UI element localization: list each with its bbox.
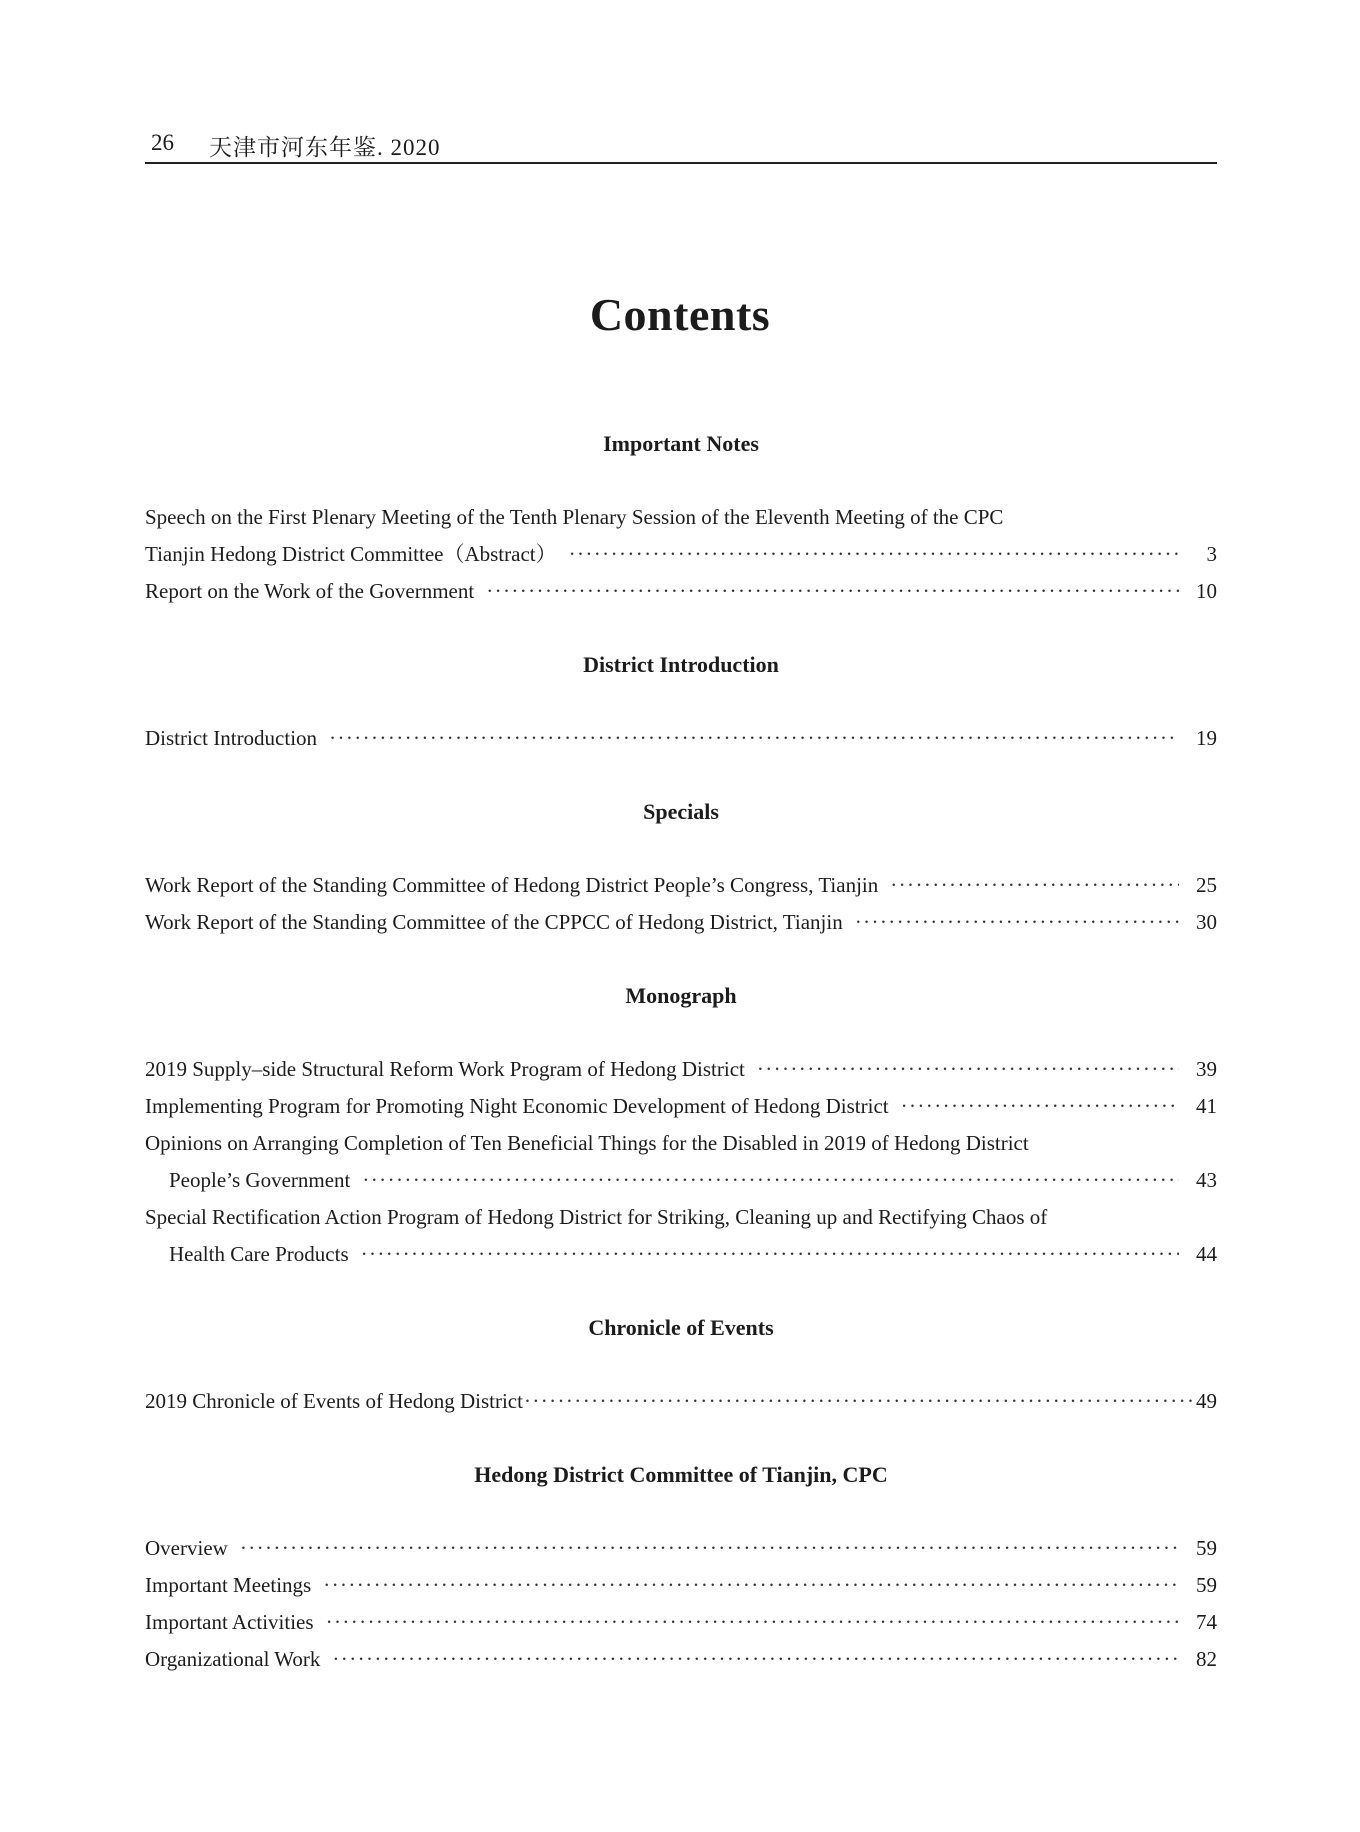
toc-page-number: 43 <box>1196 1168 1217 1192</box>
dot-leader <box>240 1530 1179 1567</box>
dot-leader <box>332 1641 1179 1678</box>
toc-entry[interactable] <box>145 499 1217 573</box>
toc-page-number: 41 <box>1196 1094 1217 1118</box>
dot-leader <box>569 536 1179 573</box>
toc-entry[interactable] <box>145 573 1217 610</box>
toc-entry-title: Organizational Work <box>145 1647 321 1671</box>
toc-entry-title-line: Opinions on Arranging Completion of Ten Beneficial Things for the Disabled in 2019 of Hedong District <box>145 1131 1029 1155</box>
dot-leader <box>757 1051 1179 1088</box>
toc-entry-title: Important Meetings <box>145 1573 312 1597</box>
section-heading: District Introduction <box>583 652 779 677</box>
toc-page-number: 49 <box>1196 1389 1217 1413</box>
toc-entry-title: Health Care Products <box>169 1242 349 1266</box>
dot-leader <box>524 1383 1196 1420</box>
toc-entry-title: 2019 Chronicle of Events of Hedong District <box>145 1389 523 1413</box>
toc-section-specials <box>145 793 1217 941</box>
toc-page-number: 25 <box>1196 873 1217 897</box>
page-header <box>145 124 1217 164</box>
toc-entry-title-line: Special Rectification Action Program of Hedong District for Striking, Cleaning up and Rectifying Chaos of <box>145 1205 1048 1229</box>
toc-section-chronicle-of-events <box>145 1309 1217 1420</box>
section-heading: Monograph <box>625 983 737 1008</box>
toc-entry[interactable] <box>145 904 1217 941</box>
dot-leader <box>361 1236 1179 1273</box>
toc-page-number: 3 <box>1206 542 1217 566</box>
toc-entry[interactable] <box>145 1383 1217 1420</box>
section-heading: Chronicle of Events <box>588 1315 774 1340</box>
toc-entry-title: Tianjin Hedong District Committee（Abstract） <box>145 542 557 566</box>
toc-entry-title: Report on the Work of the Government <box>145 579 475 603</box>
table-of-contents <box>145 425 1217 1714</box>
page-number: 26 <box>151 130 174 155</box>
toc-entry[interactable] <box>145 867 1217 904</box>
toc-entry[interactable] <box>145 1088 1217 1125</box>
toc-page-number: 59 <box>1196 1573 1217 1597</box>
toc-section-monograph <box>145 977 1217 1273</box>
running-title: 天津市河东年鉴. 2020 <box>209 135 441 160</box>
toc-entry-title: Overview <box>145 1536 228 1560</box>
toc-page-number: 44 <box>1196 1242 1217 1266</box>
dot-leader <box>890 867 1179 904</box>
dot-leader <box>486 573 1179 610</box>
page-title: Contents <box>589 289 771 340</box>
toc-entry[interactable] <box>145 1199 1217 1273</box>
toc-section-important-notes <box>145 425 1217 610</box>
dot-leader <box>362 1162 1179 1199</box>
toc-entry-title: Implementing Program for Promoting Night Economic Development of Hedong District <box>145 1094 889 1118</box>
toc-page-number: 82 <box>1196 1647 1217 1671</box>
toc-entry[interactable] <box>145 1641 1217 1678</box>
dot-leader <box>323 1567 1179 1604</box>
section-heading: Hedong District Committee of Tianjin, CPC <box>474 1462 888 1487</box>
toc-page-number: 30 <box>1196 910 1217 934</box>
toc-page-number: 19 <box>1196 726 1217 750</box>
toc-entry[interactable] <box>145 1604 1217 1641</box>
toc-entry[interactable] <box>145 1125 1217 1199</box>
toc-entry[interactable] <box>145 1051 1217 1088</box>
toc-entry-title: Work Report of the Standing Committee of Hedong District People’s Congress, Tianjin <box>145 873 879 897</box>
toc-entry-title: Work Report of the Standing Committee of the CPPCC of Hedong District, Tianjin <box>145 910 843 934</box>
toc-entry-title: Important Activities <box>145 1610 314 1634</box>
toc-entry-title-line: Speech on the First Plenary Meeting of the Tenth Plenary Session of the Eleventh Meeting of the CPC <box>145 505 1004 529</box>
toc-page-number: 74 <box>1196 1610 1217 1634</box>
section-heading: Important Notes <box>603 431 759 456</box>
section-heading: Specials <box>643 799 719 824</box>
dot-leader <box>329 720 1179 757</box>
toc-entry-title: District Introduction <box>145 726 318 750</box>
toc-entry-title: People’s Government <box>169 1168 351 1192</box>
toc-entry[interactable] <box>145 720 1217 757</box>
toc-entry[interactable] <box>145 1567 1217 1604</box>
toc-entry-title: 2019 Supply–side Structural Reform Work Program of Hedong District <box>145 1057 745 1081</box>
toc-entry[interactable] <box>145 1530 1217 1567</box>
toc-section-district-introduction <box>145 646 1217 757</box>
toc-page-number: 10 <box>1196 579 1217 603</box>
toc-section-hedong-district-committee <box>145 1456 1217 1678</box>
toc-page-number: 59 <box>1196 1536 1217 1560</box>
dot-leader <box>901 1088 1179 1125</box>
dot-leader <box>855 904 1179 941</box>
toc-page-number: 39 <box>1196 1057 1217 1081</box>
dot-leader <box>326 1604 1179 1641</box>
